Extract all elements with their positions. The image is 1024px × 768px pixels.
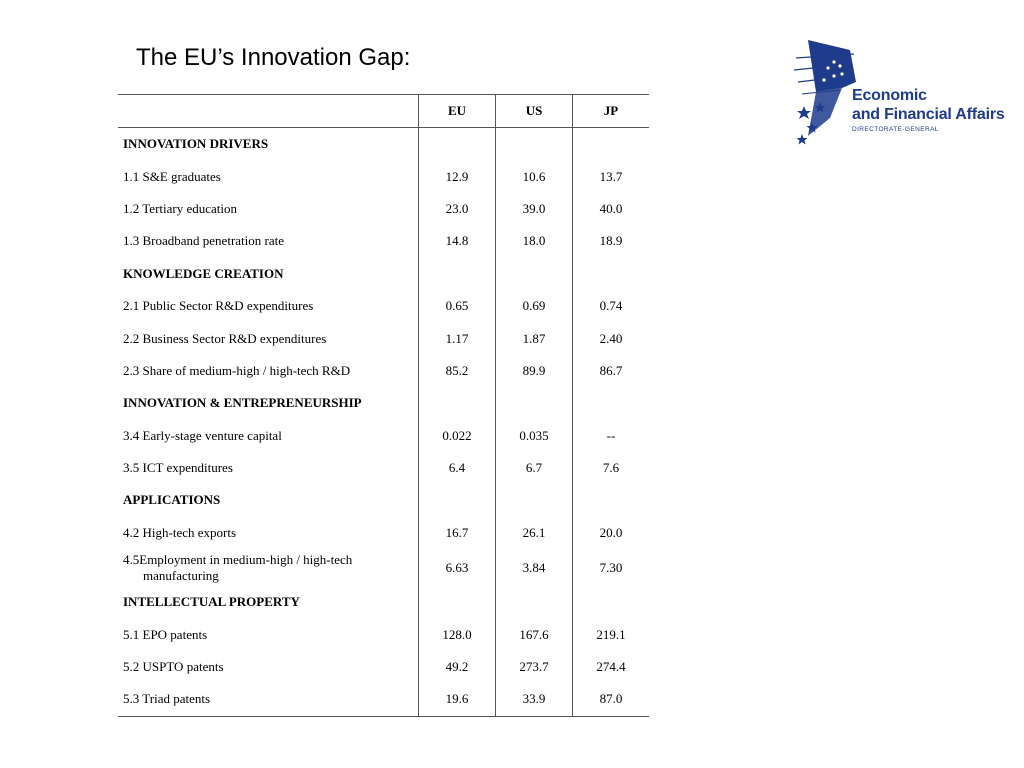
indicator-label: 1.3 Broadband penetration rate [123, 233, 284, 249]
indicator-label: 2.2 Business Sector R&D expenditures [123, 330, 327, 346]
value-eu [419, 484, 496, 516]
value-eu [419, 128, 496, 161]
value-eu: 0.65 [419, 290, 496, 322]
value-jp: 18.9 [573, 225, 650, 257]
value-eu: 85.2 [419, 355, 496, 387]
value-eu: 6.63 [419, 549, 496, 586]
value-us [496, 258, 573, 290]
value-us: 89.9 [496, 355, 573, 387]
table-row [118, 322, 649, 354]
section-row [118, 484, 649, 516]
table-row [118, 160, 649, 192]
value-us [496, 586, 573, 618]
value-jp: 274.4 [573, 651, 650, 683]
innovation-gap-table [118, 94, 649, 717]
table-row [118, 290, 649, 322]
logo-line-2: and Financial Affairs [852, 106, 1005, 123]
slide-title: The EU’s Innovation Gap: [136, 44, 411, 71]
value-jp [573, 387, 650, 419]
value-us: 3.84 [496, 549, 573, 586]
table-row [118, 683, 649, 716]
value-eu: 6.4 [419, 452, 496, 484]
value-eu [419, 387, 496, 419]
value-us [496, 387, 573, 419]
value-jp [573, 128, 650, 161]
logo-line-3: DIRECTORATE-GENERAL [852, 126, 939, 133]
value-jp: 13.7 [573, 160, 650, 192]
indicator-label: 3.5 ICT expenditures [123, 460, 233, 476]
column-header-us: US [496, 95, 573, 128]
value-eu [419, 258, 496, 290]
indicator-label: 1.1 S&E graduates [123, 168, 221, 184]
value-us: 26.1 [496, 517, 573, 549]
indicator-label-line-2: manufacturing [143, 567, 219, 583]
value-eu: 0.022 [419, 420, 496, 452]
table-row [118, 420, 649, 452]
logo-text [852, 86, 1005, 135]
value-eu: 14.8 [419, 225, 496, 257]
value-us: 39.0 [496, 193, 573, 225]
value-eu: 1.17 [419, 322, 496, 354]
value-jp: 0.74 [573, 290, 650, 322]
section-label: KNOWLEDGE CREATION [123, 265, 284, 281]
value-jp: 20.0 [573, 517, 650, 549]
section-row [118, 387, 649, 419]
section-row [118, 586, 649, 618]
value-us: 0.69 [496, 290, 573, 322]
section-row [118, 258, 649, 290]
header-blank-cell [118, 95, 419, 128]
table-row [118, 618, 649, 650]
value-eu: 128.0 [419, 618, 496, 650]
value-eu: 12.9 [419, 160, 496, 192]
column-header-jp: JP [573, 95, 650, 128]
indicator-label: 5.3 Triad patents [118, 683, 419, 716]
indicator-label: 3.4 Early-stage venture capital [123, 427, 282, 443]
value-us: 1.87 [496, 322, 573, 354]
value-jp: 7.30 [573, 549, 650, 586]
value-us [496, 128, 573, 161]
table-row [118, 355, 649, 387]
value-eu: 49.2 [419, 651, 496, 683]
indicator-label: 1.2 Tertiary education [123, 200, 238, 216]
value-us: 0.035 [496, 420, 573, 452]
value-eu: 16.7 [419, 517, 496, 549]
value-jp: -- [573, 420, 650, 452]
value-eu: 19.6 [419, 683, 496, 716]
section-label: INTELLECTUAL PROPERTY [123, 594, 300, 610]
section-label: INNOVATION & ENTREPRENEURSHIP [123, 395, 362, 411]
table-row [118, 225, 649, 257]
table-row [118, 651, 649, 683]
indicator-label-line-1: 4.5Employment in medium-high / high-tech [123, 551, 353, 567]
indicator-label [118, 549, 419, 586]
value-jp [573, 586, 650, 618]
value-us: 18.0 [496, 225, 573, 257]
value-us [496, 484, 573, 516]
indicator-label: 5.1 EPO patents [123, 626, 208, 642]
value-jp: 87.0 [573, 683, 650, 716]
indicator-label: 5.2 USPTO patents [123, 659, 224, 675]
table-row [118, 452, 649, 484]
value-jp [573, 484, 650, 516]
value-us: 167.6 [496, 618, 573, 650]
logo-line-1: Economic [852, 87, 927, 104]
value-us: 273.7 [496, 651, 573, 683]
table-row [118, 517, 649, 549]
value-us: 10.6 [496, 160, 573, 192]
value-eu [419, 586, 496, 618]
value-jp: 86.7 [573, 355, 650, 387]
section-label: APPLICATIONS [123, 492, 221, 508]
table-row [118, 549, 649, 586]
value-jp: 7.6 [573, 452, 650, 484]
section-label: INNOVATION DRIVERS [123, 136, 269, 152]
value-eu: 23.0 [419, 193, 496, 225]
indicator-label: 2.3 Share of medium-high / high-tech R&D [123, 362, 351, 378]
value-jp: 219.1 [573, 618, 650, 650]
column-header-eu: EU [419, 95, 496, 128]
value-jp [573, 258, 650, 290]
value-jp: 2.40 [573, 322, 650, 354]
value-jp: 40.0 [573, 193, 650, 225]
value-us: 33.9 [496, 683, 573, 716]
value-us: 6.7 [496, 452, 573, 484]
table-header-row [118, 95, 649, 128]
table-row [118, 193, 649, 225]
indicator-label: 2.1 Public Sector R&D expenditures [123, 298, 314, 314]
indicator-label: 4.2 High-tech exports [123, 524, 237, 540]
section-row [118, 128, 649, 161]
